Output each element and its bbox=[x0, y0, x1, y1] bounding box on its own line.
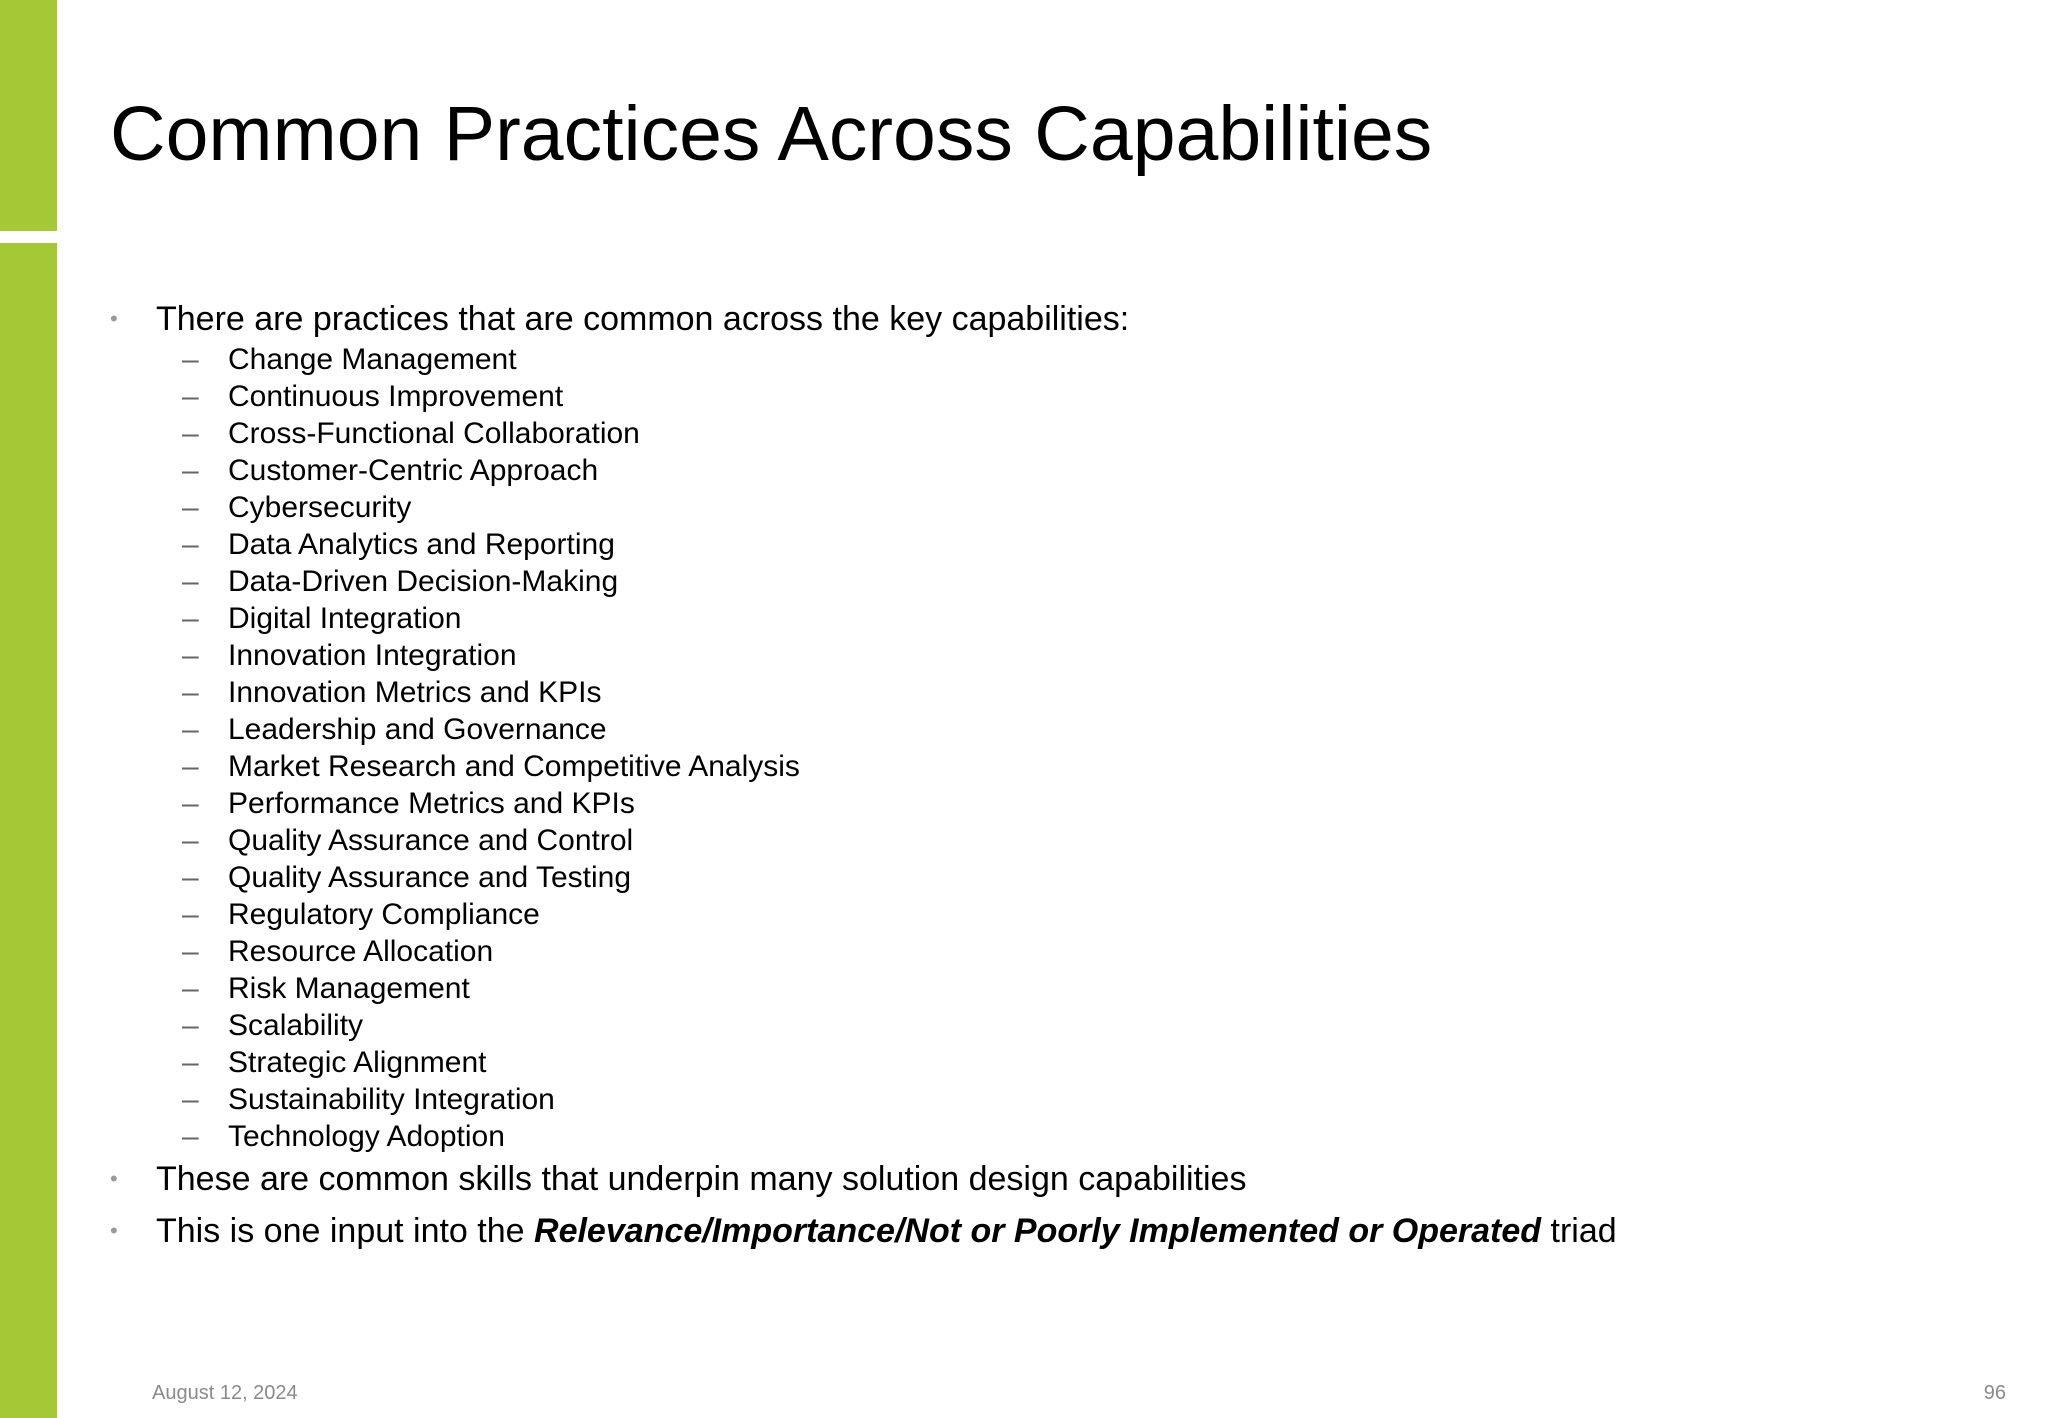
practice-label: Scalability bbox=[228, 1009, 364, 1042]
bullet-triad bbox=[110, 1211, 1990, 1251]
bullet-skills-text: These are common skills that underpin many solution design capabilities bbox=[156, 1160, 1247, 1198]
practice-label: Quality Assurance and Control bbox=[228, 824, 634, 857]
practice-label: Data-Driven Decision-Making bbox=[228, 565, 619, 598]
dash-marker: – bbox=[182, 491, 199, 524]
practice-item bbox=[110, 674, 1990, 711]
practice-item bbox=[110, 785, 1990, 822]
bullet-triad-emphasis: Relevance/Importance/Not or Poorly Implemented or Operated bbox=[534, 1212, 1542, 1250]
dash-marker: – bbox=[182, 1009, 199, 1042]
practice-label: Regulatory Compliance bbox=[228, 898, 540, 931]
practice-item bbox=[110, 452, 1990, 489]
practice-item bbox=[110, 822, 1990, 859]
dash-marker: – bbox=[182, 1046, 199, 1079]
practice-label: Innovation Integration bbox=[228, 639, 517, 672]
bullet-skills bbox=[110, 1159, 1990, 1199]
bullet-triad-suffix: triad bbox=[1541, 1212, 1617, 1250]
practice-label: Resource Allocation bbox=[228, 935, 494, 968]
practice-label: Risk Management bbox=[228, 972, 470, 1005]
dash-marker: – bbox=[182, 602, 199, 635]
practice-label: Leadership and Governance bbox=[228, 713, 607, 746]
practice-label: Continuous Improvement bbox=[228, 380, 564, 413]
practice-label: Sustainability Integration bbox=[228, 1083, 555, 1116]
dash-marker: – bbox=[182, 676, 199, 709]
practice-item bbox=[110, 748, 1990, 785]
bullet-triad-prefix: This is one input into the bbox=[156, 1212, 535, 1250]
practice-label: Market Research and Competitive Analysis bbox=[228, 750, 800, 783]
practice-label: Customer-Centric Approach bbox=[228, 454, 599, 487]
dash-marker: – bbox=[182, 787, 199, 820]
bullet-intro-text: There are practices that are common across the key capabilities: bbox=[156, 300, 1130, 338]
footer-page-number: 96 bbox=[1983, 1382, 2006, 1404]
dash-marker: – bbox=[182, 565, 199, 598]
practice-item bbox=[110, 859, 1990, 896]
practice-item bbox=[110, 637, 1990, 674]
bullet-dot: • bbox=[110, 1166, 118, 1191]
practice-item bbox=[110, 378, 1990, 415]
dash-marker: – bbox=[182, 417, 199, 450]
dash-marker: – bbox=[182, 528, 199, 561]
practice-item bbox=[110, 1044, 1990, 1081]
dash-marker: – bbox=[182, 898, 199, 931]
dash-marker: – bbox=[182, 861, 199, 894]
practice-label: Innovation Metrics and KPIs bbox=[228, 676, 602, 709]
dash-marker: – bbox=[182, 972, 199, 1005]
practice-item bbox=[110, 341, 1990, 378]
practice-label: Digital Integration bbox=[228, 602, 462, 635]
practice-label: Technology Adoption bbox=[228, 1120, 505, 1153]
practice-label: Change Management bbox=[228, 343, 517, 376]
dash-marker: – bbox=[182, 713, 199, 746]
dash-marker: – bbox=[182, 380, 199, 413]
practice-label: Performance Metrics and KPIs bbox=[228, 787, 635, 820]
practice-label: Data Analytics and Reporting bbox=[228, 528, 615, 561]
practice-item bbox=[110, 711, 1990, 748]
practice-item bbox=[110, 563, 1990, 600]
practice-label: Cross-Functional Collaboration bbox=[228, 417, 640, 450]
bullet-intro bbox=[110, 299, 1990, 339]
accent-bar-top bbox=[0, 0, 57, 231]
practice-item bbox=[110, 1007, 1990, 1044]
bullet-dot: • bbox=[110, 1218, 118, 1243]
dash-marker: – bbox=[182, 824, 199, 857]
practice-item bbox=[110, 600, 1990, 637]
practice-item bbox=[110, 896, 1990, 933]
practice-label: Cybersecurity bbox=[228, 491, 412, 524]
dash-marker: – bbox=[182, 750, 199, 783]
slide-title: Common Practices Across Capabilities bbox=[110, 91, 1433, 177]
practice-item bbox=[110, 489, 1990, 526]
dash-marker: – bbox=[182, 935, 199, 968]
dash-marker: – bbox=[182, 639, 199, 672]
practice-item bbox=[110, 970, 1990, 1007]
dash-marker: – bbox=[182, 1120, 199, 1153]
practice-label: Strategic Alignment bbox=[228, 1046, 487, 1079]
accent-bar-bottom bbox=[0, 243, 57, 1418]
practice-item bbox=[110, 933, 1990, 970]
dash-marker: – bbox=[182, 343, 199, 376]
dash-marker: – bbox=[182, 1083, 199, 1116]
practice-item bbox=[110, 415, 1990, 452]
practice-list bbox=[110, 341, 1990, 1155]
practice-label: Quality Assurance and Testing bbox=[228, 861, 632, 894]
dash-marker: – bbox=[182, 454, 199, 487]
practice-item bbox=[110, 526, 1990, 563]
slide-body bbox=[110, 299, 1990, 1251]
practice-item bbox=[110, 1118, 1990, 1155]
footer-date: August 12, 2024 bbox=[152, 1382, 298, 1404]
bullet-dot: • bbox=[110, 306, 118, 331]
practice-item bbox=[110, 1081, 1990, 1118]
